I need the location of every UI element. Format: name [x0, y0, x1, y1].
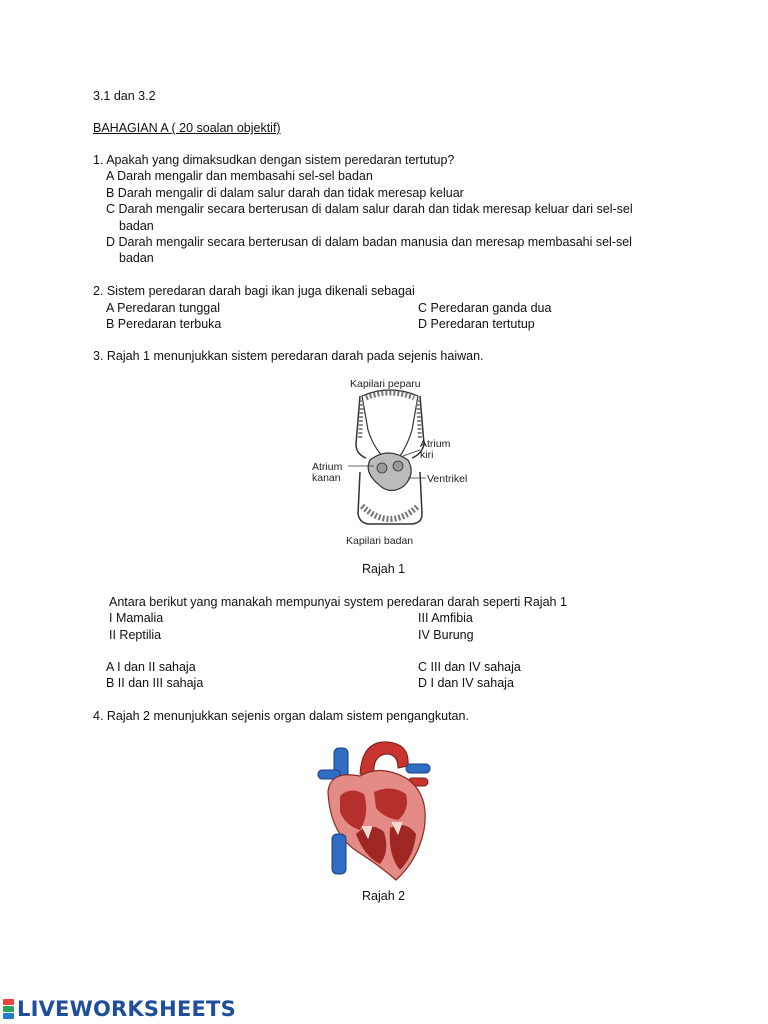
question-4-text: 4. Rajah 2 menunjukkan sejenis organ dalam sistem pengangkutan. [93, 709, 469, 723]
figure-2-caption: Rajah 2 [362, 889, 406, 903]
question-2-option-d: D Peredaran tertutup [418, 317, 535, 331]
question-2-text: 2. Sistem peredaran darah bagi ikan juga dikenali sebagai [93, 284, 415, 298]
question-1-option-d-cont: badan [119, 251, 154, 265]
label-atrium-kiri-2: kiri [420, 449, 434, 461]
heart-illustration [310, 734, 440, 884]
question-3-option-b: B II dan III sahaja [106, 676, 204, 690]
question-2-option-a: A Peredaran tunggal [106, 301, 220, 315]
question-3-option-d: D I dan IV sahaja [418, 676, 514, 690]
label-kapilari-peparu: Kapilari peparu [350, 378, 421, 390]
label-atrium-kiri-1: Atrium [420, 438, 451, 450]
topic-label: 3.1 dan 3.2 [93, 89, 156, 103]
lung-capillary-loop [362, 390, 418, 456]
right-atrium-shape [377, 463, 387, 473]
lung-capillary-bed [366, 393, 414, 398]
question-3-prompt: Antara berikut yang manakah mempunyai system peredaran darah seperti Rajah 1 [109, 595, 567, 609]
liveworksheets-logo-icon [2, 998, 15, 1020]
liveworksheets-logo [2, 998, 236, 1020]
question-3-item-iv: IV Burung [418, 628, 474, 642]
question-1-option-d: D Darah mengalir secara berterusan di dalam badan manusia dan meresap membasahi sel-sel [106, 235, 632, 249]
question-2-option-b: B Peredaran terbuka [106, 317, 222, 331]
pulmonary-vessel-right-shape [406, 764, 430, 773]
section-heading: BAHAGIAN A ( 20 soalan objektif) [93, 121, 281, 135]
label-kapilari-badan: Kapilari badan [346, 535, 414, 547]
question-2-option-c: C Peredaran ganda dua [418, 301, 552, 315]
question-1-option-a: A Darah mengalir dan membasahi sel-sel badan [106, 169, 373, 183]
question-1-option-c-cont: badan [119, 219, 154, 233]
circulation-diagram [300, 374, 480, 552]
question-3-option-a: A I dan II sahaja [106, 660, 196, 674]
question-3-item-ii: II Reptilia [109, 628, 162, 642]
question-1-option-b: B Darah mengalir di dalam salur darah dan tidak meresap keluar [106, 186, 464, 200]
question-1-text: 1. Apakah yang dimaksudkan dengan sistem peredaran tertutup? [93, 153, 455, 167]
question-3-option-c: C III dan IV sahaja [418, 660, 521, 674]
question-3-text: 3. Rajah 1 menunjukkan sistem peredaran darah pada sejenis haiwan. [93, 349, 484, 363]
left-atrium-shape [393, 461, 403, 471]
body-capillary-bed [362, 506, 418, 519]
figure-1-caption: Rajah 1 [362, 562, 406, 576]
label-ventrikel: Ventrikel [427, 473, 468, 485]
liveworksheets-wordmark: LIVEWORKSHEETS [17, 996, 236, 1021]
question-3-item-i: I Mamalia [109, 611, 164, 625]
question-3-item-iii: III Amfibia [418, 611, 473, 625]
label-atrium-kanan-2: kanan [312, 472, 341, 484]
question-1-option-c: C Darah mengalir secara berterusan di dalam salur darah dan tidak meresap keluar dari sel-sel [106, 202, 633, 216]
heart-shape [368, 453, 411, 491]
vena-cava-inferior-shape [332, 834, 346, 874]
label-atrium-kanan-1: Atrium [312, 461, 343, 473]
